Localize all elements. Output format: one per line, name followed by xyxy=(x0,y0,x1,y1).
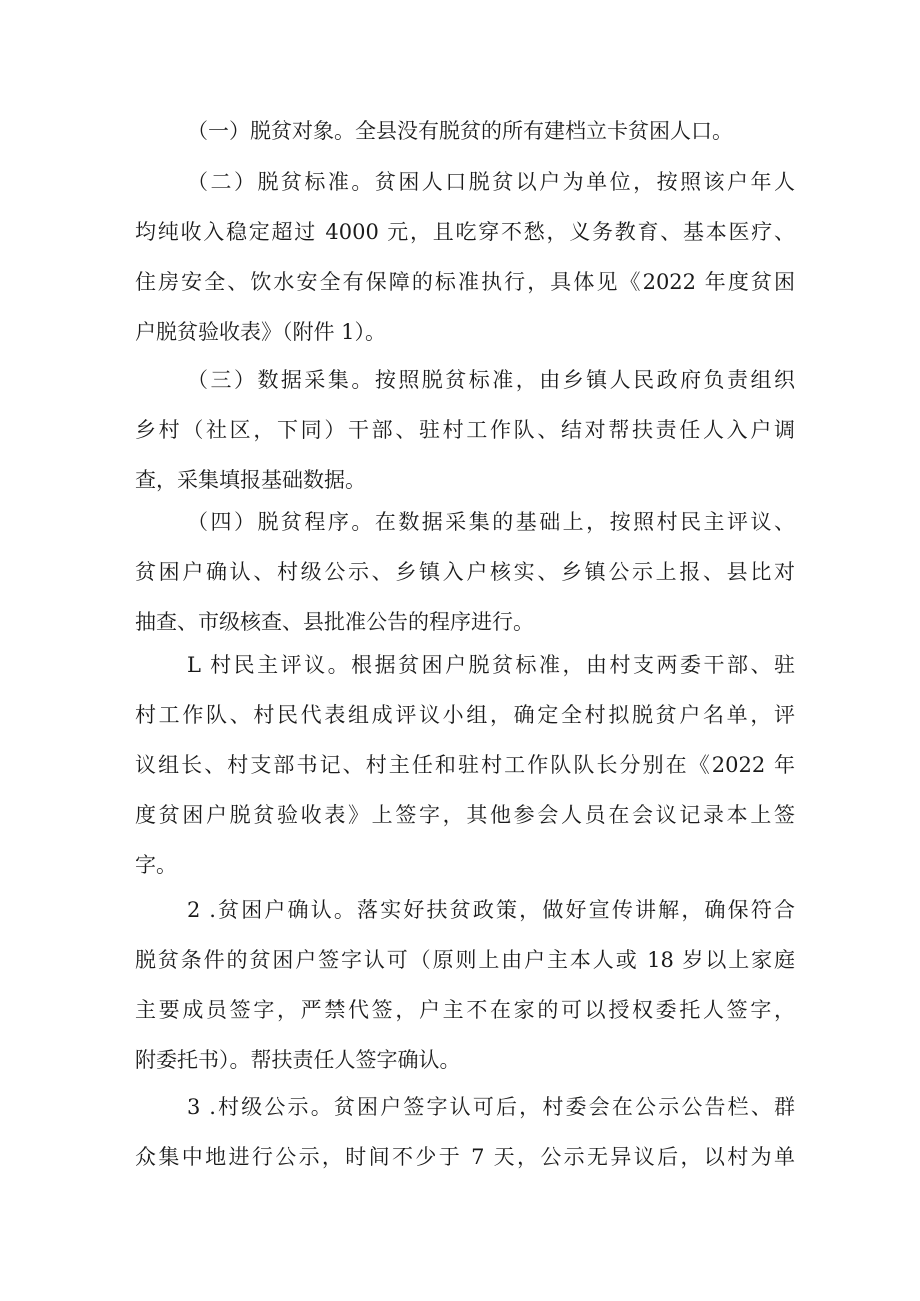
text-line: （四）脱贫程序。在数据采集的基础上，按照村民主评议、 xyxy=(187,510,795,534)
text-line: 乡村（社区，下同）干部、驻村工作队、结对帮扶责任人入户调 xyxy=(135,418,795,442)
paragraph-poverty-target xyxy=(135,106,795,156)
paragraph-data-collection xyxy=(135,355,795,505)
text-line: L 村民主评议。根据贫困户脱贫标准，由村支两委干部、驻 xyxy=(187,653,795,677)
text-line: 3 .村级公示。贫困户签字认可后，村委会在公示公告栏、群 xyxy=(187,1095,795,1119)
text-line: （一）脱贫对象。全县没有脱贫的所有建档立卡贫困人口。 xyxy=(187,119,733,143)
text-line: 主要成员签字，严禁代签，户主不在家的可以授权委托人签字， xyxy=(135,998,795,1022)
text-line: 户脱贫验收表》（附件 1）。 xyxy=(135,320,387,344)
text-line: 查，采集填报基础数据。 xyxy=(135,468,366,492)
text-line: 众集中地进行公示，时间不少于 7 天，公示无异议后，以村为单 xyxy=(135,1145,795,1169)
text-line: 贫困户确认、村级公示、乡镇入户核实、乡镇公示上报、县比对 xyxy=(135,560,795,584)
paragraph-poverty-procedure xyxy=(135,497,795,647)
text-line: 2 .贫困户确认。落实好扶贫政策，做好宣传讲解，确保符合 xyxy=(187,898,795,922)
text-line: 村工作队、村民代表组成评议小组，确定全村拟脱贫户名单，评 xyxy=(135,703,795,727)
paragraph-household-confirmation xyxy=(135,885,795,1085)
text-line: 附委托书）。帮扶责任人签字确认。 xyxy=(135,1048,461,1072)
text-line: 均纯收入稳定超过 4000 元，且吃穿不愁，义务教育、基本医疗、 xyxy=(135,220,795,244)
text-line: （三）数据采集。按照脱贫标准，由乡镇人民政府负责组织 xyxy=(187,368,795,392)
text-line: 度贫困户脱贫验收表》上签字，其他参会人员在会议记录本上签 xyxy=(135,803,795,827)
text-line: 抽查、市级核查、县批准公告的程序进行。 xyxy=(135,610,534,634)
paragraph-village-review xyxy=(135,640,795,890)
text-line: 字。 xyxy=(135,853,177,877)
text-line: 住房安全、饮水安全有保障的标准执行，具体见《2022 年度贫困 xyxy=(135,270,795,294)
text-line: （二）脱贫标准。贫困人口脱贫以户为单位，按照该户年人 xyxy=(187,170,795,194)
text-line: 议组长、村支部书记、村主任和驻村工作队队长分别在《2022 年 xyxy=(135,753,795,777)
paragraph-poverty-standard xyxy=(135,157,795,357)
paragraph-village-publicity xyxy=(135,1082,795,1182)
text-line: 脱贫条件的贫困户签字认可（原则上由户主本人或 18 岁以上家庭 xyxy=(135,948,795,972)
